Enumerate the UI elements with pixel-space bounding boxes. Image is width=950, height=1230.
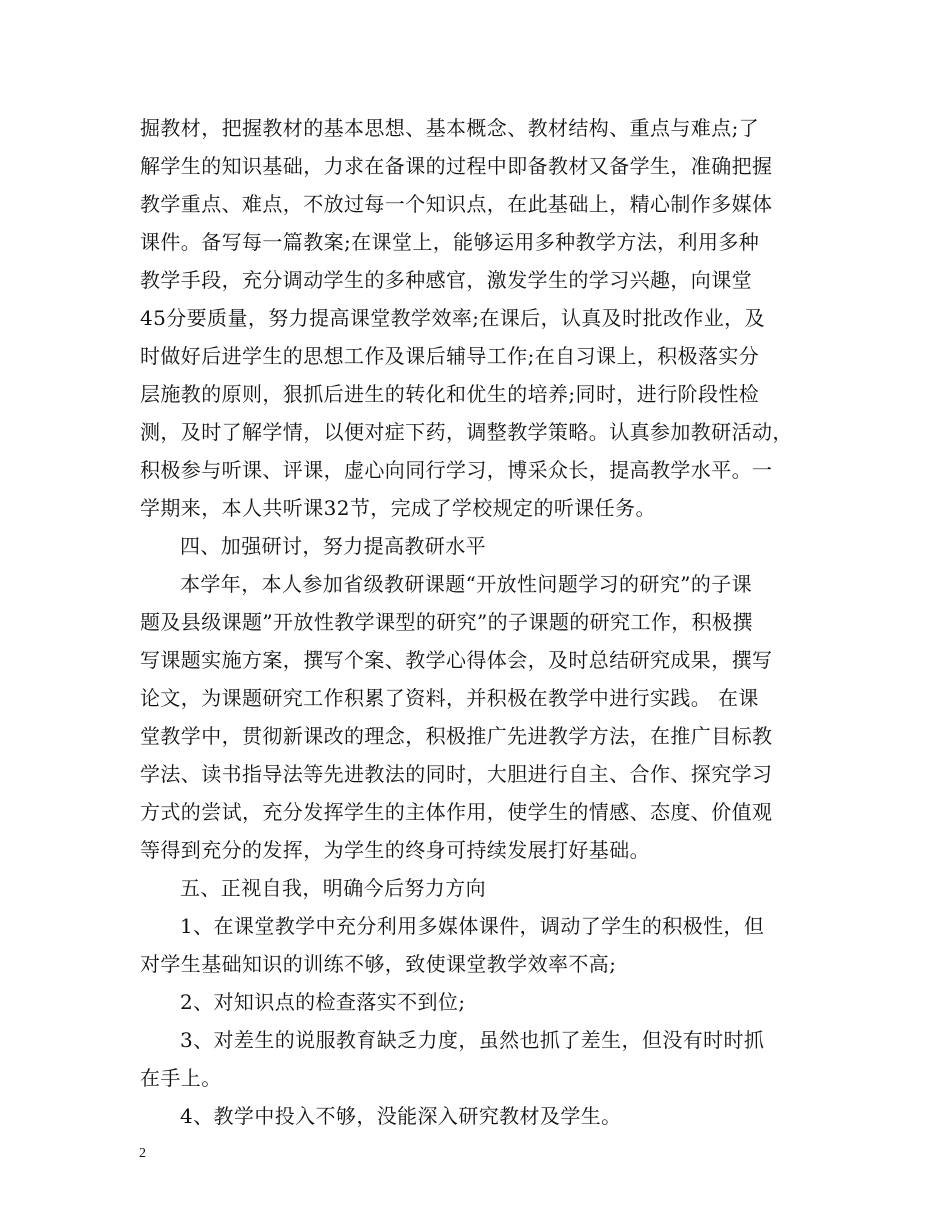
text-line: 测，及时了解学情，以便对症下药，调整教学策略。认真参加教研活动，: [140, 420, 793, 444]
text-line: 掘教材，把握教材的基本思想、基本概念、教材结构、重点与难点;了: [140, 116, 760, 140]
text-line: 教学手段，充分调动学生的多种感官，激发学生的学习兴趣，向课堂: [140, 268, 752, 292]
text-line: 等得到充分的发挥，为学生的终身可持续发展打好基础。: [140, 838, 650, 862]
text-line: 对学生基础知识的训练不够，致使课堂教学效率不高;: [140, 952, 617, 976]
text-line: 解学生的知识基础，力求在备课的过程中即备教材又备学生，准确把握: [140, 154, 773, 178]
section-heading: 五、正视自我，明确今后努力方向: [180, 876, 486, 900]
text-line: 堂教学中，贯彻新课改的理念，积极推广先进教学方法，在推广目标教: [140, 724, 773, 748]
text-line: 时做好后进学生的思想工作及课后辅导工作;在自习课上，积极落实分: [140, 344, 760, 368]
page-number: 2: [139, 1146, 146, 1161]
text-line: 方式的尝试，充分发挥学生的主体作用，使学生的情感、态度、价值观: [140, 800, 773, 824]
list-item: 3、对差生的说服教育缺乏力度，虽然也抓了差生，但没有时时抓: [180, 1028, 765, 1052]
text-line: 题及县级课题”开放性教学课型的研究”的子课题的研究工作，积极撰: [140, 610, 753, 634]
text-line: 写课题实施方案，撰写个案、教学心得体会，及时总结研究成果，撰写: [140, 648, 773, 672]
text-line: 学法、读书指导法等先进教法的同时，大胆进行自主、合作、探究学习: [140, 762, 773, 786]
text-line: 本学年，本人参加省级教研课题“开放性问题学习的研究”的子课: [180, 572, 753, 596]
section-heading: 四、加强研讨，努力提高教研水平: [180, 534, 486, 558]
text-line: 层施教的原则，狠抓后进生的转化和优生的培养;同时，进行阶段性检: [140, 382, 760, 406]
list-item: 1、在课堂教学中充分利用多媒体课件，调动了学生的积极性，但: [180, 914, 765, 938]
list-item: 4、教学中投入不够，没能深入研究教材及学生。: [180, 1104, 622, 1128]
list-item: 2、对知识点的检查落实不到位;: [180, 990, 466, 1014]
text-line: 在手上。: [140, 1066, 222, 1090]
text-line: 课件。备写每一篇教案;在课堂上，能够运用多种教学方法，利用多种: [140, 230, 760, 254]
text-line: 积极参与听课、评课，虚心向同行学习，博采众长，提高教学水平。一: [140, 458, 773, 482]
text-line: 论文，为课题研究工作积累了资料，并积极在教学中进行实践。 在课: [140, 686, 759, 710]
text-line: 教学重点、难点，不放过每一个知识点，在此基础上，精心制作多媒体: [140, 192, 773, 216]
text-line: 学期来，本人共听课32节，完成了学校规定的听课任务。: [140, 496, 656, 520]
text-line: 45分要质量，努力提高课堂教学效率;在课后，认真及时批改作业，及: [140, 306, 765, 330]
